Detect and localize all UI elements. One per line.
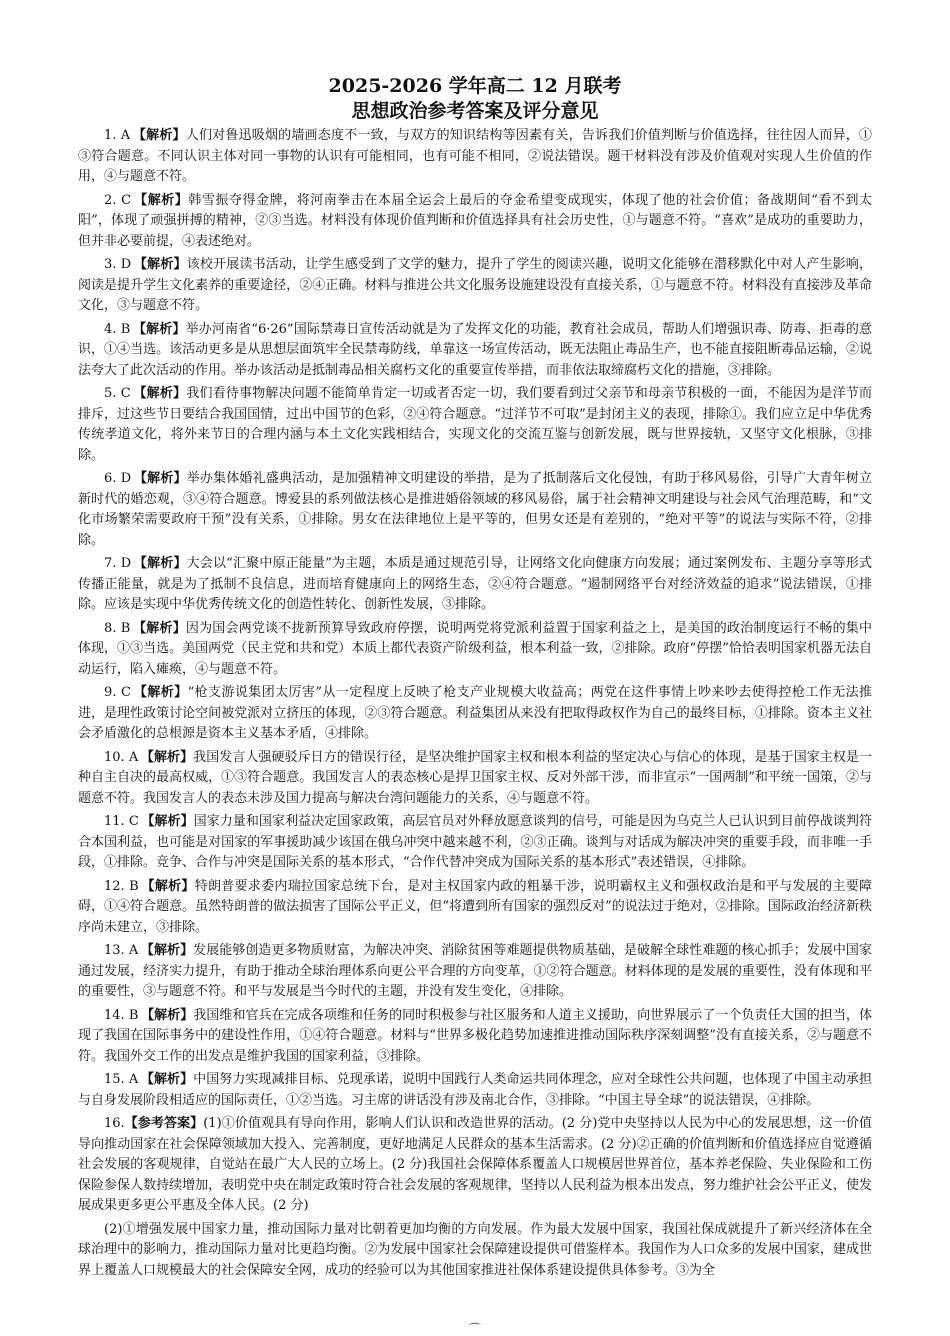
answer-item bbox=[78, 1006, 872, 1068]
analysis-tag: 【解析】 bbox=[141, 878, 195, 894]
analysis-tag: 【解析】 bbox=[132, 321, 186, 337]
answer-item bbox=[78, 619, 872, 681]
answer-item bbox=[78, 384, 872, 466]
analysis-text: 我国维和官兵在完成各项维和任务的同时积极参与社区服务和人道主义援助，向世界展示了一个负责任大国的担当，体现了我国在国际事务中的建设性作用，①④符合题意。材料与“世界多极化趋势加速推进推动国际秩序深刻调整”没有直接关系，②与题意不符。我国外交工作的出发点是维护我国的国家利益，③排除。 bbox=[78, 1007, 872, 1064]
answer-letter: A bbox=[120, 128, 131, 143]
question-number: 15. bbox=[104, 1072, 125, 1087]
analysis-tag: 【解析】 bbox=[133, 386, 187, 401]
answer-letter: C bbox=[121, 192, 132, 208]
analysis-text: 特朗普要求委内瑞拉国家总统下台，是对主权国家内政的粗暴干涉，说明霸权主义和强权政治是和平与发展的主要障碍，①④符合题意。虽然特朗普的做法损害了国际公平正义，但“将遭到所有国家的强烈反对”的说法过于绝对，②排除。国际政治经济新秩序尚未建立，③排除。 bbox=[78, 878, 872, 935]
analysis-text: 发展能够创造更多物质财富，为解决冲突、消除贫困等难题提供物质基础，是破解全球性难题的核心抓手；发展中国家通过发展，经济实力提升，有助于推动全球治理体系向更公平合理的方向变革，①②符合题意。材料体现的是发展的重要性，没有体现和平的重要性，③与题意不符。和平与发展是当今时代的主题，并没有发生变化，④排除。 bbox=[78, 943, 872, 999]
question-number: 7. bbox=[104, 556, 117, 571]
question-number: 3. bbox=[104, 257, 117, 272]
analysis-tag: 【解析】 bbox=[133, 471, 187, 486]
analysis-tag: 【解析】 bbox=[133, 685, 188, 700]
question-number: 4. bbox=[104, 321, 117, 337]
analysis-text: 中国努力实现减排目标、兑现承诺，说明中国践行人类命运共同体理念，应对全球性公共问题，也体现了中国主动承担与自身发展阶段相适应的国际责任，①②当选。习主席的讲话没有涉及南北合作，③排除。“中国主导全球”的说法错误，④排除。 bbox=[78, 1072, 872, 1108]
analysis-text: 韩雪振夺得金牌，将河南拳击在本届全运会上最后的夺金希望变成现实，体现了他的社会价值；备战期间“看不到太阳”，体现了顽强拼搏的精神，②③当选。材料没有体现价值判断和价值选择具有社会历史性，①与题意不符。“喜欢”是成功的重要助力，但并非必要前提，④表述绝对。 bbox=[78, 192, 872, 249]
analysis-tag: 【解析】 bbox=[133, 192, 189, 208]
question-number: 6. bbox=[104, 471, 117, 486]
analysis-tag: 【解析】 bbox=[132, 128, 186, 143]
analysis-tag: 【解析】 bbox=[140, 1072, 194, 1087]
exam-title: 2025-2026 学年高二 12 月联考 bbox=[328, 75, 622, 97]
analysis-text: 人们对鲁迅吸烟的墙画态度不一致，与双方的知识结构等因素有关，告诉我们价值判断与价值选择，往往因人而异，①③符合题意。不同认识主体对同一事物的认识有可能相同，也有可能不相同，②说法错误。题干材料没有涉及价值观对实现人生价值的作用，④与题意不符。 bbox=[78, 128, 872, 184]
answer-letter: D bbox=[120, 257, 132, 272]
answer-item bbox=[78, 877, 872, 939]
answer-letter: C bbox=[128, 814, 139, 829]
analysis-tag: 【解析】 bbox=[141, 1007, 194, 1023]
answer-item bbox=[78, 683, 872, 745]
analysis-text: 我国发言人强硬驳斥日方的错误行径，是坚决维护国家主权和根本利益的坚定决心与信心的体现，是基于国家主权是一种自主自决的最高权威，①③符合题意。我国发言人的表态核心是捍卫国家主权、反对外部干涉，而非宣示“一国两制”和平统一国策，②与题意不符。我国发言人的表态未涉及国力提高与解决台湾问题能力的关系，④与题意不符。 bbox=[78, 749, 872, 806]
question-number: 10. bbox=[104, 749, 125, 765]
answer-item bbox=[78, 320, 872, 382]
analysis-tag: 【解析】 bbox=[140, 943, 194, 958]
answer-item bbox=[78, 748, 872, 810]
answer-item bbox=[78, 1070, 872, 1111]
analysis-tag: 【解析】 bbox=[140, 749, 194, 765]
answer-item bbox=[78, 554, 872, 616]
q16-part1 bbox=[78, 1114, 872, 1217]
analysis-text: 该校开展读书活动，让学生感受到了文学的魅力，提升了学生的阅读兴趣，说明文化能够在潜移默化中对人产生影响，阅读是提升学生文化素养的重要途径，②④正确。材料与推进公共文化服务设施建设没有直接关系，①与题意不符。材料没有直接涉及革命文化，③与题意不符。 bbox=[78, 257, 872, 313]
question-number: 1. bbox=[104, 128, 117, 143]
q16-number: 16. bbox=[104, 1116, 125, 1131]
answer-item bbox=[78, 812, 872, 874]
answer-letter: B bbox=[120, 620, 131, 636]
answer-letter: C bbox=[120, 386, 131, 401]
answer-item bbox=[78, 126, 872, 188]
analysis-text: 大会以“汇聚中原正能量”为主题，本质是通过规范引导，让网络文化向健康方向发展；通过案例发布、主题分享等形式传播正能量，就是为了抵制不良信息，进而培育健康向上的网络生态，②④符合题意。“遏制网络平台对经济效益的追求”说法错误，①排除。应该是实现中华优秀传统文化的创造性转化、创新性发展，③排除。 bbox=[78, 556, 872, 612]
question-number: 9. bbox=[104, 685, 117, 700]
analysis-text: 因为国会两党谈不拢新预算导致政府停摆，说明两党将党派利益置于国家利益之上，是美国的政治制度运行不畅的集中体现，①③当选。美国两党（民主党和共和党）本质上都代表资产阶级利益，根本利益一致，②排除。政府“停摆”恰恰表明国家机器无法自动运行，陷入瘫痪，④与题意不符。 bbox=[78, 620, 872, 677]
question-number: 5. bbox=[104, 386, 117, 401]
answer-list bbox=[78, 126, 872, 1111]
analysis-tag: 【解析】 bbox=[133, 257, 187, 272]
answer-letter: B bbox=[129, 878, 139, 894]
q16-tag: 【参考答案】 bbox=[124, 1116, 204, 1131]
question-number: 12. bbox=[104, 878, 125, 894]
answer-item bbox=[78, 191, 872, 253]
answer-letter: B bbox=[120, 321, 131, 337]
analysis-tag: 【解析】 bbox=[141, 814, 194, 829]
question-number: 13. bbox=[104, 943, 125, 958]
question-number: 2. bbox=[104, 192, 117, 208]
question-number: 11. bbox=[104, 814, 125, 829]
analysis-text: 我们看待事物解决问题不能简单肯定一切或者否定一切，我们要看到过父亲节和母亲节积极的一面，不能因为是洋节而排斥，过这些节日要结合我国国情，过出中国节的色彩，②④符合题意。“过洋节不可取”是封闭主义的表现，排除①。我们应立足中华优秀传统孝道文化，将外来节日的合理内涵与本土文化实践相结合，实现文化的交流互鉴与创新发展，既与世界接轨，又坚守文化根脉，③排除。 bbox=[78, 386, 872, 463]
answer-letter: A bbox=[128, 749, 139, 765]
question-number: 8. bbox=[104, 620, 117, 636]
q16-part2: (2)①增强发展中国家力量，推动国际力量对比朝着更加均衡的方向发展。作为最大发展中国家，我国社保成就提升了新兴经济体在全球治理中的影响力，推动国际力量对比更趋均衡。②为发展中国家社会保障建设提供可借鉴样本。我国作为人口众多的发展中国家，建成世界上覆盖人口规模最大的社会保障安全网，成功的经验可以为其他国家推进社保体系建设提供具体参考。③为全 bbox=[78, 1221, 872, 1278]
analysis-tag: 【解析】 bbox=[133, 556, 187, 571]
page-footer-mark: ⌒ bbox=[468, 1322, 481, 1336]
answer-item bbox=[78, 941, 872, 1003]
document-subtitle: 思想政治参考答案及评分意见 bbox=[351, 100, 599, 122]
q16-part1-text: (1)①价值观具有导向作用，影响人们认识和改造世界的活动。(2 分)党中央坚持以人民为中心的发展思想，这一价值导向推动国家在社会保障领域加大投入、完善制度，更好地满足人民群众的基本生活需求。(2 分)②正确的价值判断和价值选择应自觉遵循社会发展的客观规律，自觉站在最广大人民的立场上。(2 分)我国社会保障体系覆盖人口规模居世界首位，基本养老保险、失业保险和工伤保险参保人数持续增加，表明党中央在制定政策时符合社会发展的客观规律，坚持以人民利益为根本出发点，努力维护社会公平正义，使发展成果更多更公平惠及全体人民。(2 分) bbox=[78, 1116, 872, 1213]
analysis-text: “枪支游说集团太厉害”从一定程度上反映了枪支产业规模大收益高；两党在这件事情上吵来吵去使得控枪工作无法推进，是理性政策讨论空间被党派对立挤压的体现，②③符合题意。利益集团从来没有把取得政权作为自己的最终目标，①排除。资本主义社会矛盾激化的总根源是资本主义基本矛盾，④排除。 bbox=[78, 685, 872, 741]
analysis-text: 举办集体婚礼盛典活动，是加强精神文明建设的举措，是为了抵制落后文化侵蚀，有助于移风易俗，引导广大青年树立新时代的婚恋观，③④符合题意。博爱县的系列做法核心是推进婚俗领域的移风易俗，属于社会精神文明建设与社会风气治理范畴，和“文化市场繁荣需要政府干预”没有关系，①排除。男女在法律地位上是平等的，但男女还是有差别的，“绝对平等”的说法与实际不符，②排除。 bbox=[78, 471, 872, 548]
answer-letter: D bbox=[120, 556, 132, 571]
answer-letter: A bbox=[128, 1072, 139, 1087]
answer-item bbox=[78, 255, 872, 317]
answer-letter: A bbox=[128, 943, 139, 958]
answer-letter: D bbox=[120, 471, 132, 486]
question-number: 14. bbox=[104, 1007, 125, 1023]
answer-item bbox=[78, 469, 872, 551]
analysis-text: 国家力量和国家利益决定国家政策，高层官员对外释放愿意谈判的信号，可能是因为乌克兰人已认识到目前停战谈判符合本国利益，也可能是对国家的军事援助减少该国在俄乌冲突中越来越不利，②③正确。谈判与对话成为解决冲突的重要手段，而非唯一手段，①排除。竞争、合作与冲突是国际关系的基本形式，“合作代替冲突成为国际关系的基本形式”表述错误，④排除。 bbox=[78, 814, 872, 870]
answer-letter: C bbox=[120, 685, 131, 700]
analysis-tag: 【解析】 bbox=[132, 620, 186, 636]
answer-letter: B bbox=[128, 1007, 139, 1023]
analysis-text: 举办河南省“6·26”国际禁毒日宣传活动就是为了发挥文化的功能，教育社会成员，帮助人们增强识毒、防毒、拒毒的意识，①④当选。该活动更多是从思想层面筑牢全民禁毒防线，单靠这一场宣传活动，既无法阻止毒品生产，也不能直接阻断毒品运输，②说法夸大了此次活动的作用。举办该活动是抵制毒品相关腐朽文化的重要宣传举措，而非依法取缔腐朽文化的措施，③排除。 bbox=[78, 321, 872, 378]
